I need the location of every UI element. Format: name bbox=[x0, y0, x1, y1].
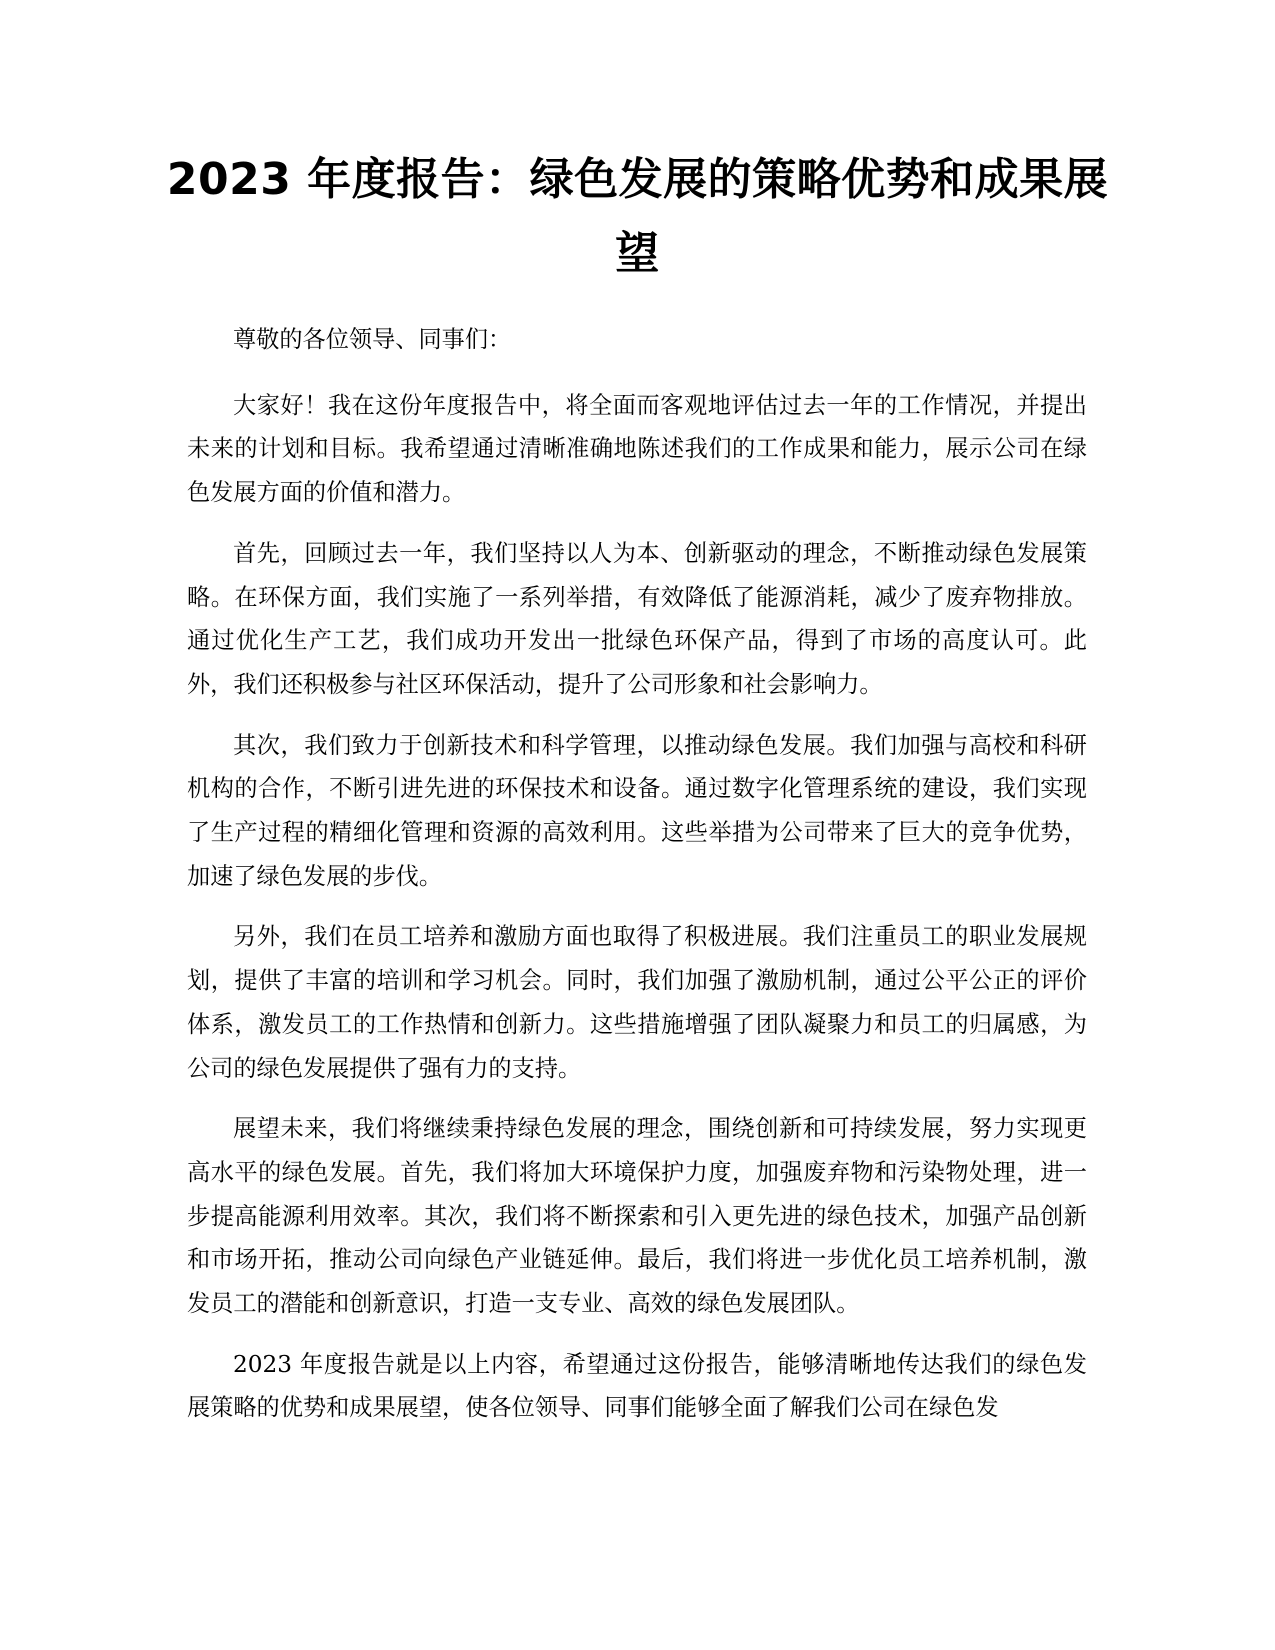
document-body bbox=[187, 318, 1087, 1447]
document-title: 2023 年度报告：绿色发展的策略优势和成果展望 bbox=[166, 154, 1109, 279]
paragraph-review: 首先，回顾过去一年，我们坚持以人为本、创新驱动的理念，不断推动绿色发展策略。在环保方面，我们实施了一系列举措，有效降低了能源消耗，减少了废弃物排放。通过优化生产工艺，我们成功开发出一批绿色环保产品，得到了市场的高度认可。此外，我们还积极参与社区环保活动，提升了公司形象和社会影响力。 bbox=[187, 539, 1087, 698]
paragraph-innovation: 其次，我们致力于创新技术和科学管理，以推动绿色发展。我们加强与高校和科研机构的合作，不断引进先进的环保技术和设备。通过数字化管理系统的建设，我们实现了生产过程的精细化管理和资源的高效利用。这些举措为公司带来了巨大的竞争优势，加速了绿色发展的步伐。 bbox=[187, 731, 1087, 890]
salutation: 尊敬的各位领导、同事们： bbox=[233, 326, 512, 353]
paragraph-employees: 另外，我们在员工培养和激励方面也取得了积极进展。我们注重员工的职业发展规划，提供了丰富的培训和学习机会。同时，我们加强了激励机制，通过公平公正的评价体系，激发员工的工作热情和创新力。这些措施增强了团队凝聚力和员工的归属感，为公司的绿色发展提供了强有力的支持。 bbox=[187, 923, 1087, 1082]
paragraph-outlook: 展望未来，我们将继续秉持绿色发展的理念，围绕创新和可持续发展，努力实现更高水平的绿色发展。首先，我们将加大环境保护力度，加强废弃物和污染物处理，进一步提高能源利用效率。其次，我们将不断探索和引入更先进的绿色技术，加强产品创新和市场开拓，推动公司向绿色产业链延伸。最后，我们将进一步优化员工培养机制，激发员工的潜能和创新意识，打造一支专业、高效的绿色发展团队。 bbox=[187, 1115, 1087, 1318]
paragraph-intro: 大家好！我在这份年度报告中，将全面而客观地评估过去一年的工作情况，并提出未来的计划和目标。我希望通过清晰准确地陈述我们的工作成果和能力，展示公司在绿色发展方面的价值和潜力。 bbox=[187, 391, 1087, 507]
paragraph-conclusion: 2023 年度报告就是以上内容，希望通过这份报告，能够清晰地传达我们的绿色发展策略的优势和成果展望，使各位领导、同事们能够全面了解我们公司在绿色发 bbox=[187, 1350, 1087, 1422]
